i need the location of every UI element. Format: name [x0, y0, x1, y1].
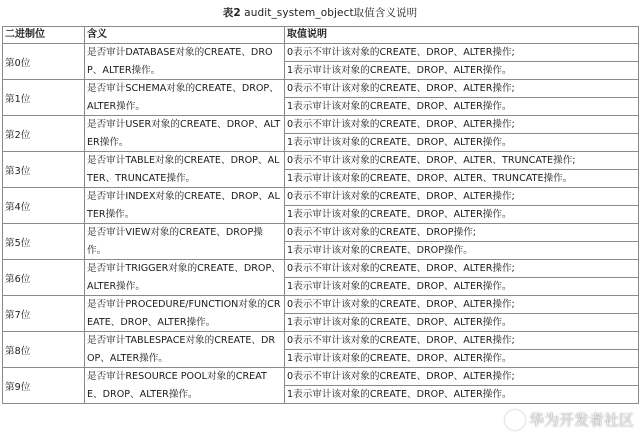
value-one-desc: 1表示审计该对象的CREATE、DROP、ALTER操作。 — [285, 386, 639, 404]
bit-meaning: 是否审计TABLESPACE对象的CREATE、DROP、ALTER操作。 — [85, 332, 285, 368]
value-zero-desc: 0表示不审计该对象的CREATE、DROP、ALTER操作; — [285, 44, 639, 62]
value-zero-desc: 0表示不审计该对象的CREATE、DROP、ALTER操作; — [285, 260, 639, 278]
value-one-desc: 1表示审计该对象的CREATE、DROP、ALTER操作。 — [285, 98, 639, 116]
bit-meaning: 是否审计TABLE对象的CREATE、DROP、ALTER、TRUNCATE操作。 — [85, 152, 285, 188]
bit-meaning: 是否审计TRIGGER对象的CREATE、DROP、ALTER操作。 — [85, 260, 285, 296]
value-zero-desc: 0表示不审计该对象的CREATE、DROP、ALTER、TRUNCATE操作; — [285, 152, 639, 170]
value-one-desc: 1表示审计该对象的CREATE、DROP、ALTER操作。 — [285, 206, 639, 224]
table-number: 表2 — [222, 7, 241, 19]
header-bit: 二进制位 — [3, 27, 85, 44]
bit-position: 第0位 — [3, 44, 85, 80]
value-one-desc: 1表示审计该对象的CREATE、DROP、ALTER操作。 — [285, 134, 639, 152]
bit-position: 第6位 — [3, 260, 85, 296]
table-row — [3, 44, 639, 62]
value-one-desc: 1表示审计该对象的CREATE、DROP、ALTER操作。 — [285, 314, 639, 332]
value-one-desc: 1表示审计该对象的CREATE、DROP、ALTER操作。 — [285, 350, 639, 368]
table-row — [3, 80, 639, 98]
header-value: 取值说明 — [285, 27, 639, 44]
value-zero-desc: 0表示不审计该对象的CREATE、DROP、ALTER操作; — [285, 296, 639, 314]
bit-position: 第7位 — [3, 296, 85, 332]
bit-meaning: 是否审计SCHEMA对象的CREATE、DROP、ALTER操作。 — [85, 80, 285, 116]
value-zero-desc: 0表示不审计该对象的CREATE、DROP、ALTER操作; — [285, 80, 639, 98]
value-zero-desc: 0表示不审计该对象的CREATE、DROP、ALTER操作; — [285, 332, 639, 350]
watermark — [505, 409, 634, 430]
table-row — [3, 188, 639, 206]
bit-meaning: 是否审计INDEX对象的CREATE、DROP、ALTER操作。 — [85, 188, 285, 224]
table-body — [3, 44, 639, 404]
value-one-desc: 1表示审计该对象的CREATE、DROP、ALTER、TRUNCATE操作。 — [285, 170, 639, 188]
bit-meaning: 是否审计PROCEDURE/FUNCTION对象的CREATE、DROP、ALTER操作。 — [85, 296, 285, 332]
header-meaning: 含义 — [85, 27, 285, 44]
value-one-desc: 1表示审计该对象的CREATE、DROP、ALTER操作。 — [285, 278, 639, 296]
table-row — [3, 368, 639, 386]
table-row — [3, 296, 639, 314]
table-row — [3, 152, 639, 170]
value-zero-desc: 0表示不审计该对象的CREATE、DROP操作; — [285, 224, 639, 242]
bit-position: 第8位 — [3, 332, 85, 368]
value-zero-desc: 0表示不审计该对象的CREATE、DROP、ALTER操作; — [285, 116, 639, 134]
watermark-text: 华为开发者社区 — [528, 411, 634, 429]
table-row — [3, 116, 639, 134]
table-row — [3, 332, 639, 350]
table-caption — [0, 0, 640, 26]
value-zero-desc: 0表示不审计该对象的CREATE、DROP、ALTER操作; — [285, 368, 639, 386]
bit-meaning: 是否审计VIEW对象的CREATE、DROP操作。 — [85, 224, 285, 260]
bit-position: 第3位 — [3, 152, 85, 188]
value-one-desc: 1表示审计该对象的CREATE、DROP操作。 — [285, 242, 639, 260]
value-zero-desc: 0表示不审计该对象的CREATE、DROP、ALTER操作; — [285, 188, 639, 206]
bit-position: 第9位 — [3, 368, 85, 404]
bit-position: 第4位 — [3, 188, 85, 224]
table-title: audit_system_object取值含义说明 — [240, 7, 418, 19]
value-one-desc: 1表示审计该对象的CREATE、DROP、ALTER操作。 — [285, 62, 639, 80]
bit-position: 第1位 — [3, 80, 85, 116]
bit-meaning: 是否审计DATABASE对象的CREATE、DROP、ALTER操作。 — [85, 44, 285, 80]
bit-meaning: 是否审计USER对象的CREATE、DROP、ALTER操作。 — [85, 116, 285, 152]
community-logo-icon — [505, 410, 525, 430]
bit-position: 第2位 — [3, 116, 85, 152]
audit-object-table — [2, 26, 639, 404]
bit-meaning: 是否审计RESOURCE POOL对象的CREATE、DROP、ALTER操作。 — [85, 368, 285, 404]
header-row — [3, 27, 639, 44]
bit-position: 第5位 — [3, 224, 85, 260]
table-row — [3, 224, 639, 242]
table-row — [3, 260, 639, 278]
